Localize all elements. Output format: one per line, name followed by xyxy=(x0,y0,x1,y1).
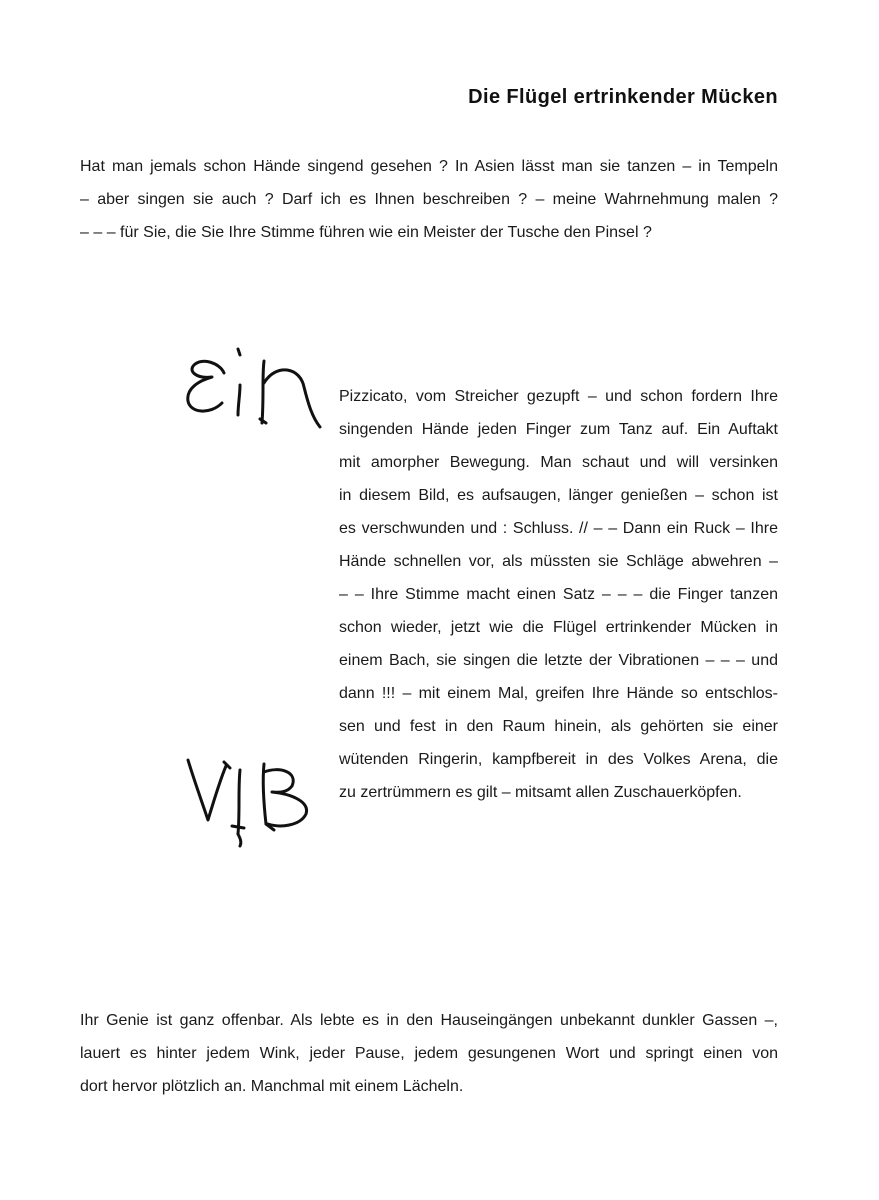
text-line: sen und fest in den Raum hinein, als gehörten sie einer xyxy=(339,718,778,735)
text-line: wütenden Ringerin, kampfbereit in des Volkes Arena, die xyxy=(339,751,778,768)
text-line: lauert es hinter jedem Wink, jeder Pause, jedem gesungenen Wort und springt einen von xyxy=(80,1045,778,1062)
text-line: Hände schnellen vor, als müssten sie Schläge abwehren – xyxy=(339,553,778,570)
text-line: singenden Hände jeden Finger zum Tanz auf. Ein Auftakt xyxy=(339,421,778,438)
intro-paragraph xyxy=(80,150,778,249)
text-line: Ihr Genie ist ganz offenbar. Als lebte es in den Hauseingängen unbekannt dunkler Gassen –, xyxy=(80,1012,778,1029)
text-line: in diesem Bild, es aufsaugen, länger genießen – schon ist xyxy=(339,487,778,504)
text-line: Pizzicato, vom Streicher gezupft – und schon fordern Ihre xyxy=(339,388,778,405)
outro-paragraph xyxy=(80,1004,778,1103)
handwritten-vib-drawing xyxy=(180,750,330,850)
page-title: Die Flügel ertrinkender Mücken xyxy=(468,86,778,108)
text-line: mit amorpher Bewegung. Man schaut und will versinken xyxy=(339,454,778,471)
text-line: Hat man jemals schon Hände singend gesehen ? In Asien lässt man sie tanzen – in Tempeln xyxy=(80,158,778,175)
handwritten-ein-drawing xyxy=(180,343,330,433)
main-paragraph xyxy=(339,380,778,809)
text-line: – aber singen sie auch ? Darf ich es Ihnen beschreiben ? – meine Wahrnehmung malen ? xyxy=(80,191,778,208)
text-line: einem Bach, sie singen die letzte der Vibrationen – – – und xyxy=(339,652,778,669)
text-line: – – – für Sie, die Sie Ihre Stimme führen wie ein Meister der Tusche den Pinsel ? xyxy=(80,224,652,241)
text-line: schon wieder, jetzt wie die Flügel ertrinkender Mücken in xyxy=(339,619,778,636)
text-line: – – Ihre Stimme macht einen Satz – – – die Finger tanzen xyxy=(339,586,778,603)
text-line: zu zertrümmern es gilt – mitsamt allen Zuschauerköpfen. xyxy=(339,784,742,801)
text-line: es verschwunden und : Schluss. // – – Dann ein Ruck – Ihre xyxy=(339,520,778,537)
text-line: dann !!! – mit einem Mal, greifen Ihre Hände so entschlos- xyxy=(339,685,778,702)
text-line: dort hervor plötzlich an. Manchmal mit einem Lächeln. xyxy=(80,1078,464,1095)
